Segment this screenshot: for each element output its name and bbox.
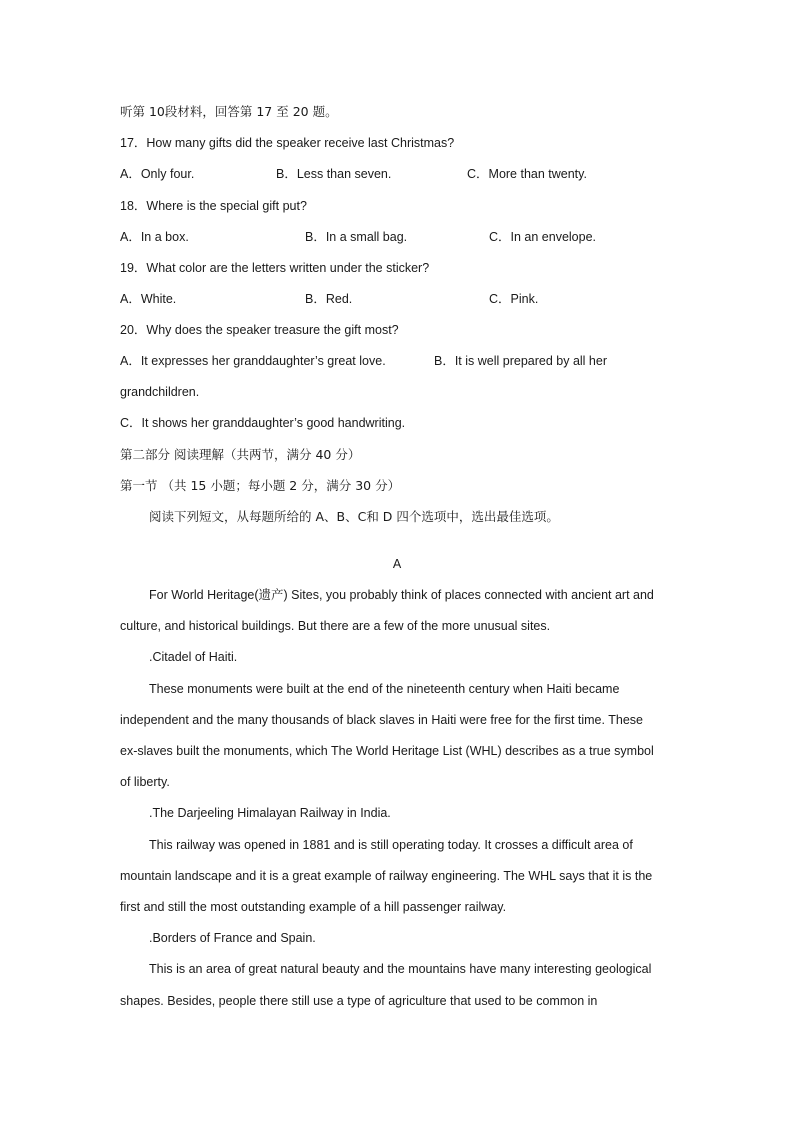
part-two-heading: 第二部分 阅读理解（共两节，满分 40 分） — [120, 447, 361, 462]
section-one-heading: 第一节 （共 15 小题；每小题 2 分，满分 30 分） — [120, 478, 401, 493]
site-1-line-1: These monuments were built at the end of the nineteenth century when Haiti became — [149, 682, 620, 696]
question-18-option-c: C．In an envelope. — [489, 230, 597, 244]
question-19-option-c: C．Pink. — [489, 292, 539, 306]
site-3-title: .Borders of France and Spain. — [149, 931, 316, 945]
passage-intro-line-2: culture, and historical buildings. But there are a few of the more unusual sites. — [120, 619, 551, 633]
site-1-line-2: independent and the many thousands of black slaves in Haiti were free for the first time. These — [120, 713, 643, 727]
question-20-option-a: A．It expresses her granddaughter’s great love. — [120, 354, 386, 368]
site-2-line-3: first and still the most outstanding example of a hill passenger railway. — [120, 900, 507, 914]
reading-instruction: 阅读下列短文，从每题所给的 A、B、C和 D 四个选项中，选出最佳选项。 — [149, 509, 559, 524]
question-18-option-b: B．In a small bag. — [305, 230, 408, 244]
site-1-line-3: ex-slaves built the monuments, which The World Heritage List (WHL) describes as a true symbol — [120, 744, 654, 758]
question-20-option-b: B．It is well prepared by all her — [434, 354, 607, 368]
question-19-stem: 19．What color are the letters written under the sticker? — [120, 261, 430, 275]
question-18-stem: 18．Where is the special gift put? — [120, 199, 307, 213]
question-17-option-b: B．Less than seven. — [276, 167, 392, 181]
section-heading: 听第 10段材料，回答第 17 至 20 题。 — [120, 104, 338, 119]
question-17-stem: 17．How many gifts did the speaker receive last Christmas? — [120, 136, 455, 150]
site-2-title: .The Darjeeling Himalayan Railway in India. — [149, 806, 391, 820]
passage-label: A — [392, 557, 402, 571]
question-17-option-c: C．More than twenty. — [467, 167, 587, 181]
question-19-option-a: A．White. — [120, 292, 177, 306]
question-19-option-b: B．Red. — [305, 292, 353, 306]
question-20-option-c: C．It shows her granddaughter’s good handwriting. — [120, 416, 406, 430]
passage-intro-line-1: For World Heritage(遗产) Sites, you probably think of places connected with ancient art and — [149, 588, 654, 602]
question-20-stem: 20．Why does the speaker treasure the gift most? — [120, 323, 399, 337]
question-20-option-b-continued: grandchildren. — [120, 385, 200, 399]
site-2-line-2: mountain landscape and it is a great example of railway engineering. The WHL says that it is the — [120, 869, 653, 883]
question-18-option-a: A．In a box. — [120, 230, 189, 244]
site-2-line-1: This railway was opened in 1881 and is still operating today. It crosses a difficult area of — [149, 838, 633, 852]
site-3-line-1: This is an area of great natural beauty and the mountains have many interesting geological — [149, 962, 652, 976]
question-17-option-a: A．Only four. — [120, 167, 195, 181]
site-3-line-2: shapes. Besides, people there still use a type of agriculture that used to be common in — [120, 994, 598, 1008]
site-1-title: .Citadel of Haiti. — [149, 650, 238, 664]
site-1-line-4: of liberty. — [120, 775, 170, 789]
